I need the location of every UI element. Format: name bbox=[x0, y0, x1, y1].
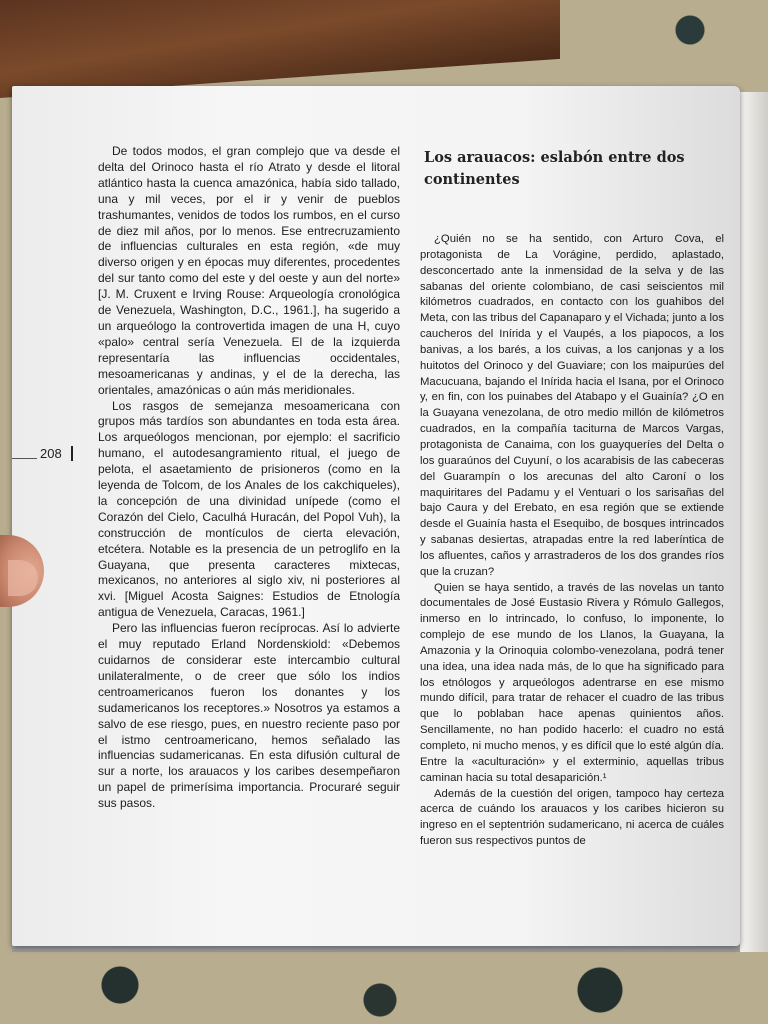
page-number: 208 bbox=[40, 446, 62, 461]
page-number-bar bbox=[71, 446, 73, 461]
paragraph: ¿Quién no se ha sentido, con Arturo Cova, el protagonista de La Vorágine, perdido, aplastado, desconcertado ante la inmensidad de la selva y de las sabanas del oriente colombiano, de casi seiscientos mil kilómetros cuadrados, en contacto con los guahibos del Meta, con las tribus del Capanaparo y el Vichada; junto a los caucheros del Inírida y el Vaupés, a los piapocos, a los banivas, a los barés, a los cuivas, a los canjonas y a los huitotos del Orinoco y del Guaviare; con los maipurúes del Macucuana, bajando el Inírida hacia el Isana, por el Orinoco y, en fin, con los puinabes del Atabapo y el Guainía? ¿O en la Guayana venezolana, de otro medio millón de kilómetros cuadrados, en la compañía taciturna de Marcos Vargas, protagonista de Canaima, con los guayqueríes del Delta o los guaraúnos del Cuyuní, o los acarabisis de las cabeceras del Guarampín o los arecunas del alto Caroní o los maquiritares del Padamu y el Ventuari o los sarisañas del bajo Caura y del Erebato, en esa región que se extiende desde el Guainía hasta el Esequibo, de bosques intrincados y sabanas desiertas, atrapadas entre la red laberíntica de los afluentes, caños y arrastraderos de los dos grandes ríos que la cruzan? bbox=[420, 233, 724, 578]
book-page bbox=[12, 86, 740, 946]
page-number-rule bbox=[12, 458, 37, 459]
paragraph: Los rasgos de semejanza mesoamericana con grupos más tardíos son abundantes en toda esta área. Los arqueólogos mencionan, por ejemplo: el sacrificio humano, el autodesangramiento ritual, el juego de pelota, el asaetamiento de prisioneros (como en la leyenda de Tolcom, de los Anales de los cakchiqueles), la concepción de una divinidad unípede (como el Corazón del Cielo, Caculhá Huracán, del Popol Vuh), la construcción de montículos de cierta elevación, etcétera. Notable es la presencia de un petroglifo en la Guayana, que presenta caracteres mixtecas, mexicanos, no anteriores al siglo xiv, ni posteriores al xvi. [Miguel Acosta Saignes: Estudios de Etnología antigua de Venezuela, Caracas, 1961.] bbox=[98, 398, 400, 620]
paragraph: Quien se haya sentido, a través de las novelas un tanto documentales de José Eustasio Rivera y Rómulo Gallegos, inmerso en lo intrincado, lo confuso, lo imponente, lo complejo de ese mundo de los Llanos, la Guayana, la Amazonia y la Orinoquia colombo-venezolana, podrá tener una idea, una idea nada más, de lo que ha significado para los etnólogos y arqueólogos adentrarse en ese mismo mundo difícil, para tratar de rehacer el cuadro de las tribus que lo poblaban hace apenas quinientos años. Sencillamente, no han podido hacerlo: el cuadro no está completo, ni mucho menos, y es difícil que lo esté algún día. Entre la «aculturación» y el exterminio, aquellas tribus caminan hacia su total desaparición.¹ bbox=[420, 581, 724, 784]
paragraph: Pero las influencias fueron recíprocas. Así lo advierte el muy reputado Erland Nordenskiold: «Debemos cuidarnos de considerar este intercambio cultural unilateralmente, o de creer que sólo los indios centroamericanos fueron los donantes y los sudamericanos los receptores.» Nosotros ya estamos a salvo de ese riesgo, pues, en nuestro reciente paso por el istmo centroamericano, hemos señalado las influencias sudamericanas. En esta difusión cultural de sur a norte, los arauacos y los caribes desempeñaron un papel de primerísima importancia. Procuraré seguir sus pasos. bbox=[98, 621, 400, 811]
paragraph: De todos modos, el gran complejo que va desde el delta del Orinoco hasta el río Atrato y desde el litoral atlántico hasta la cuenca amazónica, había sido tallado, una y mil veces, por el ir y venir de pueblos trashumantes, venidos de todos los rumbos, en el curso de diez mil años, por lo menos. Ese entrecruzamiento de influencias culturales en esta región, «de muy diverso origen y en épocas muy diferentes, procedentes del sur tanto como del este y del oeste y aun del norte» [J. M. Cruxent e Irving Rouse: Arqueología cronológica de Venezuela, Washington, D.C., 1961.], ha sugerido a un arqueólogo la controvertida imagen de una H, cuyo «palo» central sería Venezuela. El de la izquierda representaría las influencias occidentales, mesoamericanas y andinas, y el de la derecha, las orientales, amazónicas o aún más meridionales. bbox=[98, 144, 400, 397]
section-heading: Los arauacos: eslabón entre dos continentes bbox=[424, 149, 685, 188]
paragraph: Además de la cuestión del origen, tampoco hay certeza acerca de cuándo los arauacos y los caribes hicieron su ingreso en el septentrión sudamericano, ni acerca de cuáles fueron sus respectivos puntos de bbox=[420, 787, 724, 848]
right-column bbox=[420, 232, 724, 850]
left-column bbox=[98, 144, 400, 812]
